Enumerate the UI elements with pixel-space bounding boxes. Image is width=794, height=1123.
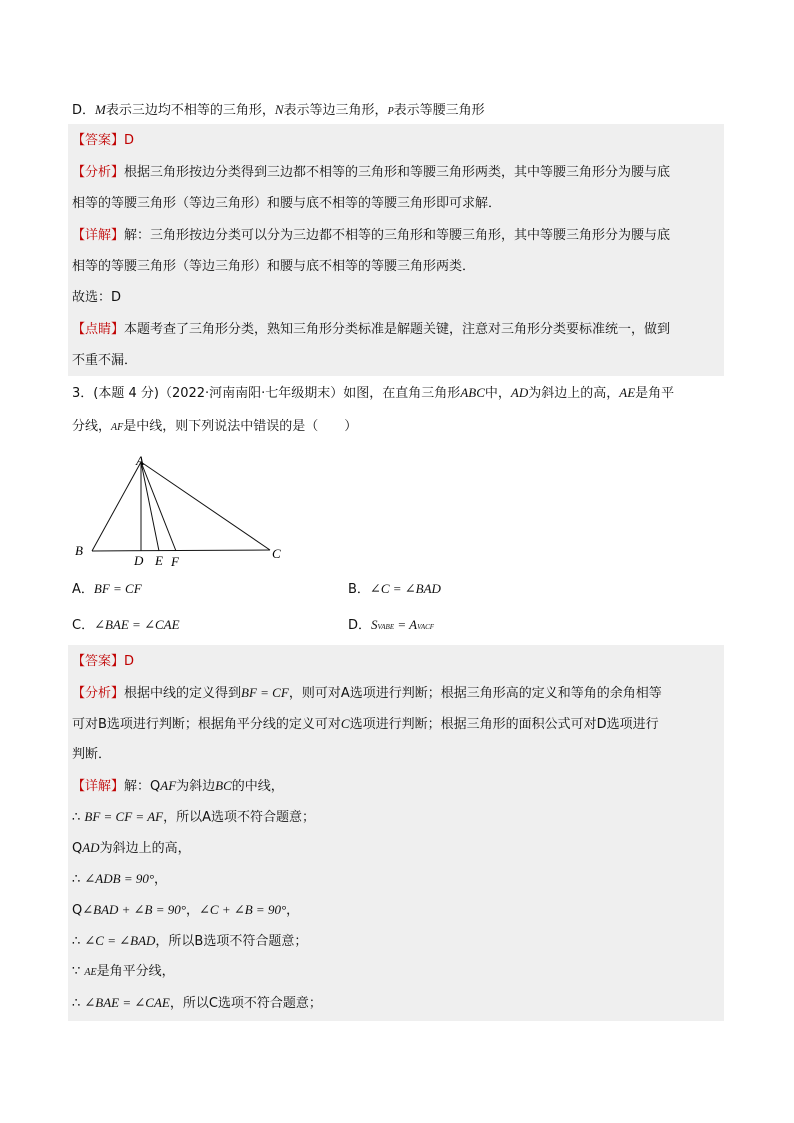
triangle-figure — [70, 450, 300, 575]
therefore-symbol: ∴ — [72, 810, 85, 825]
q3-detail-7 — [72, 962, 175, 983]
q2-detail-1 — [72, 226, 670, 246]
math: ∠BAE = ∠CAE — [84, 995, 170, 1010]
option-letter: B． — [348, 582, 370, 597]
q3-detail-5 — [72, 900, 299, 921]
text: 不重不漏． — [72, 353, 138, 368]
text: ， — [185, 903, 199, 918]
therefore-symbol: ∴ — [72, 872, 85, 887]
q2-comment-1 — [72, 320, 670, 340]
label-a: A — [136, 453, 144, 468]
q2-option-d — [72, 100, 485, 122]
text: 可对B选项进行判断；根据角平分线的定义可对 — [72, 717, 341, 732]
q3-detail-8 — [72, 993, 322, 1014]
detail-tag: 【详解】 — [72, 228, 125, 243]
answer-value: D — [124, 654, 135, 669]
text: ，所以C选项不符合题意； — [169, 996, 322, 1011]
side-bc — [92, 550, 270, 551]
math: AF — [160, 778, 177, 793]
text: ，所以A选项不符合题意； — [163, 810, 315, 825]
math: ∠BAD + ∠B = 90° — [82, 902, 186, 917]
median-af — [141, 462, 176, 551]
label-d: D — [134, 553, 144, 568]
q3-stem-2 — [72, 417, 357, 438]
q3-detail-2 — [72, 807, 315, 828]
q2-analysis-1 — [72, 163, 670, 183]
text: 相等的等腰三角形（等边三角形）和腰与底不相等的等腰三角形即可求解． — [72, 196, 502, 211]
math-subscript: VABE — [377, 623, 395, 631]
answer-tag: 【答案】 — [72, 654, 125, 669]
because-symbol: Q — [72, 841, 83, 856]
math: C — [340, 716, 350, 731]
math: ∠C = ∠BAD — [84, 933, 156, 948]
math-eq: = A — [394, 617, 418, 632]
q3-option-d — [348, 615, 434, 637]
detail-tag: 【详解】 — [72, 779, 125, 794]
q3-stem-1 — [72, 383, 674, 404]
text: ，所以B选项不符合题意； — [155, 934, 308, 949]
answer-value: D — [124, 133, 135, 148]
text: 本题考查了三角形分类，熟知三角形分类标准是解题关键，注意对三角形分类要标准统一，做到 — [124, 322, 671, 337]
text: 故选：D — [72, 290, 122, 305]
option-text: ∠BAE = ∠CAE — [94, 617, 180, 632]
q2-detail-2 — [72, 257, 475, 277]
text: 表示等边三角形， — [283, 103, 388, 118]
q2-analysis-2 — [72, 194, 501, 214]
math-p: P — [387, 106, 394, 117]
q3-answer — [72, 652, 134, 672]
text: 选项进行判断；根据三角形的面积公式可对D选项进行 — [349, 717, 659, 732]
text: ， — [286, 903, 300, 918]
math: AE — [84, 967, 97, 978]
math-ae: AE — [619, 385, 636, 400]
option-letter: D． — [72, 103, 96, 118]
text: 分线， — [72, 419, 112, 434]
text: 是中线，则下列说法中错误的是（ ） — [123, 419, 358, 434]
q3-analysis-3 — [72, 745, 111, 765]
option-letter: A． — [72, 582, 94, 597]
text: 中， — [484, 386, 511, 401]
q3-analysis-1 — [72, 683, 662, 704]
option-text: ∠C = ∠BAD — [369, 581, 441, 596]
text: 根据中线的定义得到 — [124, 686, 242, 701]
answer-tag: 【答案】 — [72, 133, 125, 148]
math-n: N — [274, 102, 284, 117]
math: ∠ADB = 90° — [84, 871, 155, 886]
text: 判断． — [72, 747, 112, 762]
label-c: C — [272, 546, 281, 561]
math-m: M — [95, 102, 106, 117]
text: 相等的等腰三角形（等边三角形）和腰与底不相等的等腰三角形两类． — [72, 259, 476, 274]
text: 解：Q — [124, 779, 161, 794]
q3-option-b — [348, 579, 441, 600]
q2-answer — [72, 131, 134, 151]
text: 是角平 — [635, 386, 675, 401]
text: 为斜边 — [176, 779, 216, 794]
text: 是角平分线， — [96, 964, 175, 979]
text: ，则可对A选项进行判断；根据三角形高的定义和等角的余角相等 — [288, 686, 662, 701]
q3-option-c — [72, 615, 180, 636]
math-abc: ABC — [460, 385, 485, 400]
math: ∠C + ∠B = 90° — [199, 902, 287, 917]
side-ab — [92, 462, 141, 551]
text: 解：三角形按边分类可以分为三边都不相等的三角形和等腰三角形，其中等腰三角形分为腰与底 — [124, 228, 671, 243]
math: BF = CF — [241, 685, 289, 700]
q2-comment-2 — [72, 351, 137, 371]
comment-tag: 【点睛】 — [72, 322, 125, 337]
text: 的中线， — [231, 779, 284, 794]
label-b: B — [75, 543, 83, 558]
math-ad: AD — [510, 385, 529, 400]
q3-detail-3 — [72, 838, 191, 859]
bisector-ae — [141, 462, 159, 551]
text: ， — [154, 872, 168, 887]
text: 表示等腰三角形 — [393, 103, 485, 118]
analysis-tag: 【分析】 — [72, 165, 125, 180]
therefore-symbol: ∴ — [72, 996, 85, 1011]
q3-detail-1 — [72, 776, 284, 797]
label-e: E — [155, 553, 163, 568]
therefore-symbol: ∴ — [72, 934, 85, 949]
q3-option-a — [72, 579, 142, 600]
math: AD — [82, 840, 100, 855]
because-symbol: Q — [72, 903, 83, 918]
side-ac — [141, 462, 270, 550]
text: 根据三角形按边分类得到三边都不相等的三角形和等腰三角形两类，其中等腰三角形分为腰与底 — [124, 165, 671, 180]
text: 表示三边均不相等的三角形， — [105, 103, 275, 118]
q3-detail-4 — [72, 869, 167, 890]
label-f: F — [171, 554, 179, 569]
q2-choose — [72, 288, 121, 308]
text: 为斜边上的高， — [528, 386, 620, 401]
q3-analysis-2 — [72, 714, 659, 735]
math: BC — [215, 778, 232, 793]
option-letter: C． — [72, 618, 95, 633]
math: BF = CF = AF — [84, 809, 164, 824]
q3-detail-6 — [72, 931, 307, 952]
because-symbol: ∵ — [72, 964, 85, 979]
math-s: S — [371, 617, 378, 632]
math-subscript: VACF — [417, 623, 435, 631]
text: 为斜边上的高， — [99, 841, 191, 856]
option-letter: D． — [348, 618, 372, 633]
option-text: BF = CF — [93, 581, 142, 596]
text: 3．(本题 4 分)（2022·河南南阳·七年级期末）如图，在直角三角形 — [72, 386, 461, 401]
math-af: AF — [111, 422, 124, 433]
analysis-tag: 【分析】 — [72, 686, 125, 701]
